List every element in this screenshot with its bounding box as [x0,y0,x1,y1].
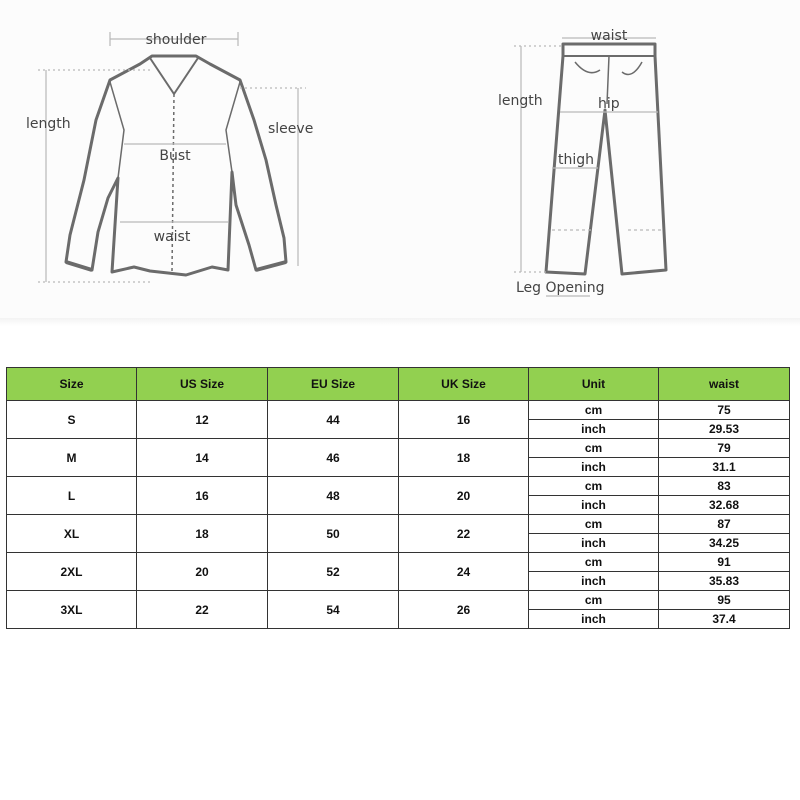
table-header-row [7,368,790,401]
shirt-sleeve-label: sleeve [268,121,314,137]
uk-size-cell: 22 [399,515,529,553]
table-row [7,515,790,534]
eu-size-cell: 48 [268,477,399,515]
unit-inch-cell: inch [529,420,659,439]
unit-inch-cell: inch [529,534,659,553]
unit-cm-cell: cm [529,439,659,458]
header-size: Size [7,368,137,401]
header-unit: Unit [529,368,659,401]
eu-size-cell: 54 [268,591,399,629]
pants-hip-label: hip [598,96,620,112]
size-cell: 2XL [7,553,137,591]
waist-inch-cell: 35.83 [659,572,790,591]
unit-inch-cell: inch [529,496,659,515]
us-size-cell: 16 [137,477,268,515]
size-cell: 3XL [7,591,137,629]
waist-inch-cell: 34.25 [659,534,790,553]
waist-inch-cell: 29.53 [659,420,790,439]
shirt-waist-label: waist [153,229,191,245]
header-us-size: US Size [137,368,268,401]
unit-inch-cell: inch [529,610,659,629]
unit-cm-cell: cm [529,401,659,420]
unit-cm-cell: cm [529,591,659,610]
pants-waist-label: waist [590,28,628,44]
table-row [7,477,790,496]
shirt-shoulder-label: shoulder [145,32,207,48]
waist-inch-cell: 37.4 [659,610,790,629]
waist-cm-cell: 91 [659,553,790,572]
pants-leg-opening-label: Leg Opening [516,280,605,296]
uk-size-cell: 24 [399,553,529,591]
waist-inch-cell: 31.1 [659,458,790,477]
pants-thigh-label: thigh [558,152,595,168]
table-row [7,439,790,458]
shirt-length-label: length [26,116,71,132]
unit-inch-cell: inch [529,458,659,477]
us-size-cell: 12 [137,401,268,439]
header-eu-size: EU Size [268,368,399,401]
unit-cm-cell: cm [529,553,659,572]
waist-cm-cell: 79 [659,439,790,458]
eu-size-cell: 44 [268,401,399,439]
eu-size-cell: 50 [268,515,399,553]
uk-size-cell: 26 [399,591,529,629]
waist-cm-cell: 75 [659,401,790,420]
unit-cm-cell: cm [529,515,659,534]
unit-inch-cell: inch [529,572,659,591]
us-size-cell: 20 [137,553,268,591]
garment-illustration [0,0,800,322]
header-uk-size: UK Size [399,368,529,401]
us-size-cell: 22 [137,591,268,629]
table-row [7,401,790,420]
measurement-diagram [0,0,800,322]
waist-inch-cell: 32.68 [659,496,790,515]
size-cell: S [7,401,137,439]
waist-cm-cell: 83 [659,477,790,496]
table-row [7,553,790,572]
size-cell: XL [7,515,137,553]
section-divider [0,318,800,326]
waist-cm-cell: 95 [659,591,790,610]
unit-cm-cell: cm [529,477,659,496]
shirt-bust-label: Bust [159,148,191,164]
size-chart-table [6,367,790,629]
waist-cm-cell: 87 [659,515,790,534]
uk-size-cell: 16 [399,401,529,439]
eu-size-cell: 46 [268,439,399,477]
uk-size-cell: 20 [399,477,529,515]
us-size-cell: 14 [137,439,268,477]
us-size-cell: 18 [137,515,268,553]
size-cell: M [7,439,137,477]
eu-size-cell: 52 [268,553,399,591]
table-row [7,591,790,610]
header-waist: waist [659,368,790,401]
uk-size-cell: 18 [399,439,529,477]
size-cell: L [7,477,137,515]
pants-length-label: length [498,93,543,109]
